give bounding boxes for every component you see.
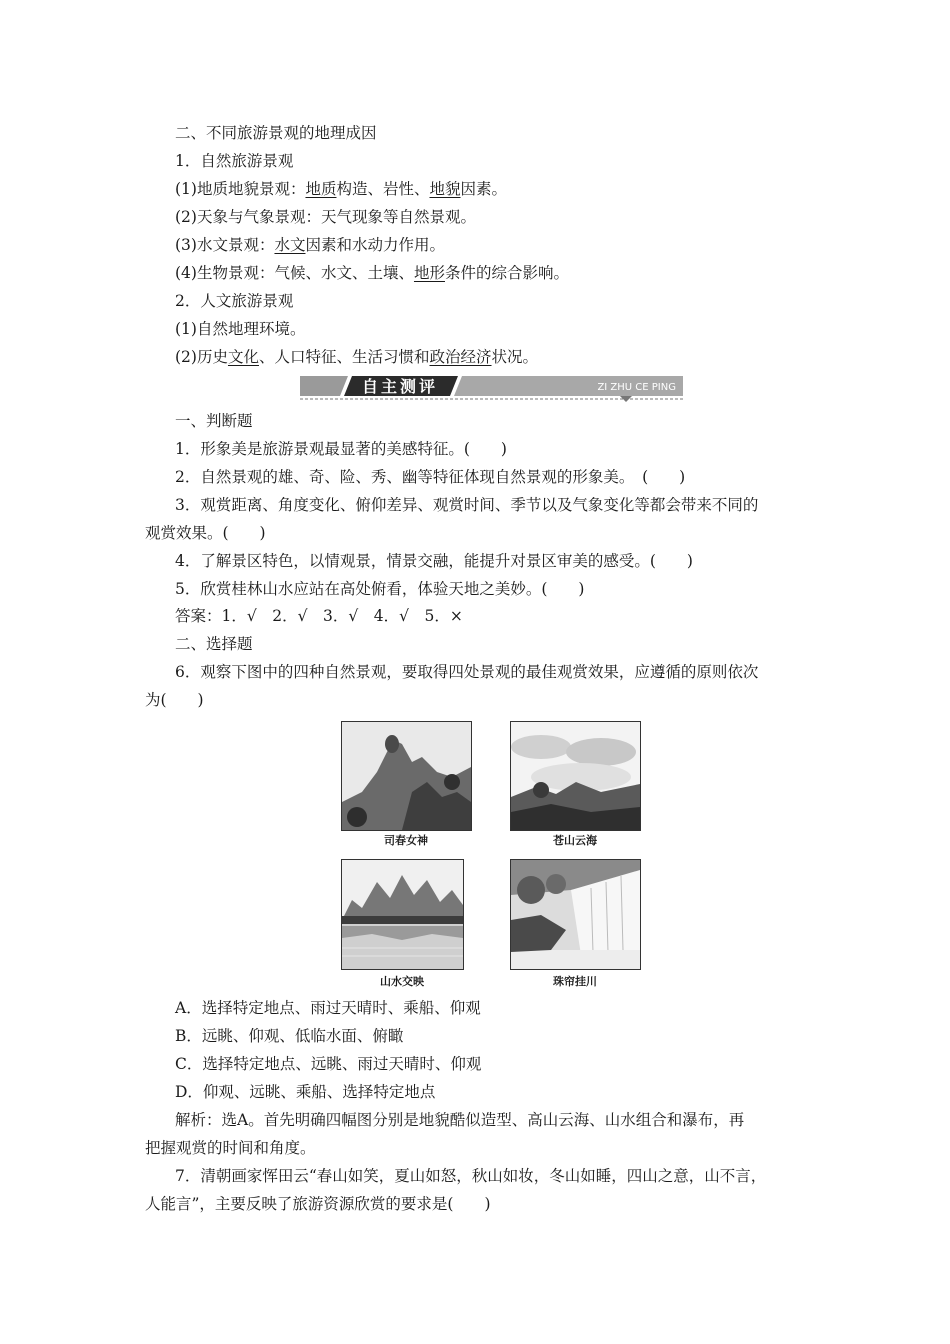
banner-title: 自主测评 [361,377,439,396]
caption-mountain-water: 山水交映 [380,975,424,988]
judge-question-1: 1．形象美是旅游景观最显著的美感特征。( ) [175,440,507,458]
history-culture-line: (2)历史文化、人口特征、生活习惯和政治经济状况。 [175,348,539,366]
option-d: D．仰观、远眺、乘船、选择特定地点 [175,1083,436,1101]
option-b: B．远眺、仰观、低临水面、俯瞰 [175,1027,404,1045]
choice-question-7: 7．清朝画家恽田云“春山如笑，夏山如怒，秋山如妆，冬山如睡，四山之意，山不言， [175,1167,767,1185]
option-a: A．选择特定地点、雨过天晴时、乘船、仰观 [175,999,481,1017]
explanation-cont: 把握观赏的时间和角度。 [145,1139,316,1157]
judge-question-2: 2．自然景观的雄、奇、险、秀、幽等特征体现自然景观的形象美。 ( ) [175,468,686,486]
judge-heading: 一、判断题 [175,412,253,430]
photo-sichun-goddess [341,721,472,831]
caption-sichun-goddess: 司春女神 [384,834,428,847]
judge-question-3-cont: 观赏效果。( ) [145,524,266,542]
photo-waterfall [510,859,641,970]
natural-landscape-title: 1．自然旅游景观 [175,152,294,170]
judge-question-5: 5．欣赏桂林山水应站在高处俯看，体验天地之美妙。( ) [175,580,585,598]
choice-question-7-cont: 人能言”，主要反映了旅游资源欣赏的要求是( ) [145,1195,491,1213]
judge-question-4: 4．了解景区特色，以情观景，情景交融，能提升对景区审美的感受。( ) [175,552,693,570]
banner-subtitle: ZI ZHU CE PING [597,382,676,393]
hydrology-landscape-line: (3)水文景观：水文因素和水动力作用。 [175,236,445,254]
geology-landscape-line: (1)地质地貌景观：地质构造、岩性、地貌因素。 [175,180,508,198]
option-c: C．选择特定地点、远眺、雨过天晴时、仰观 [175,1055,482,1073]
human-landscape-title: 2．人文旅游景观 [175,292,294,310]
weather-landscape-line: (2)天象与气象景观：天气现象等自然景观。 [175,208,476,226]
self-assessment-banner [300,374,683,402]
photo-mountain-water [341,859,464,970]
judge-answer: 答案：1．√ 2．√ 3．√ 4．√ 5．× [175,607,463,625]
explanation: 解析：选A。首先明确四幅图分别是地貌酷似造型、高山云海、山水组合和瀑布，再 [175,1111,745,1129]
caption-waterfall: 珠帘挂川 [553,975,597,988]
biology-landscape-line: (4)生物景观：气候、水文、土壤、地形条件的综合影响。 [175,264,569,282]
natural-environment-line: (1)自然地理环境。 [175,320,306,338]
photo-cangshan-clouds [510,721,641,831]
section-heading: 二、不同旅游景观的地理成因 [175,124,377,142]
choice-question-6: 6．观察下图中的四种自然景观，要取得四处景观的最佳观赏效果，应遵循的原则依次 [175,663,759,681]
caption-cangshan-clouds: 苍山云海 [553,834,597,847]
choice-heading: 二、选择题 [175,635,253,653]
choice-question-6-cont: 为( ) [145,691,204,709]
judge-question-3: 3．观赏距离、角度变化、俯仰差异、观赏时间、季节以及气象变化等都会带来不同的 [175,496,759,514]
